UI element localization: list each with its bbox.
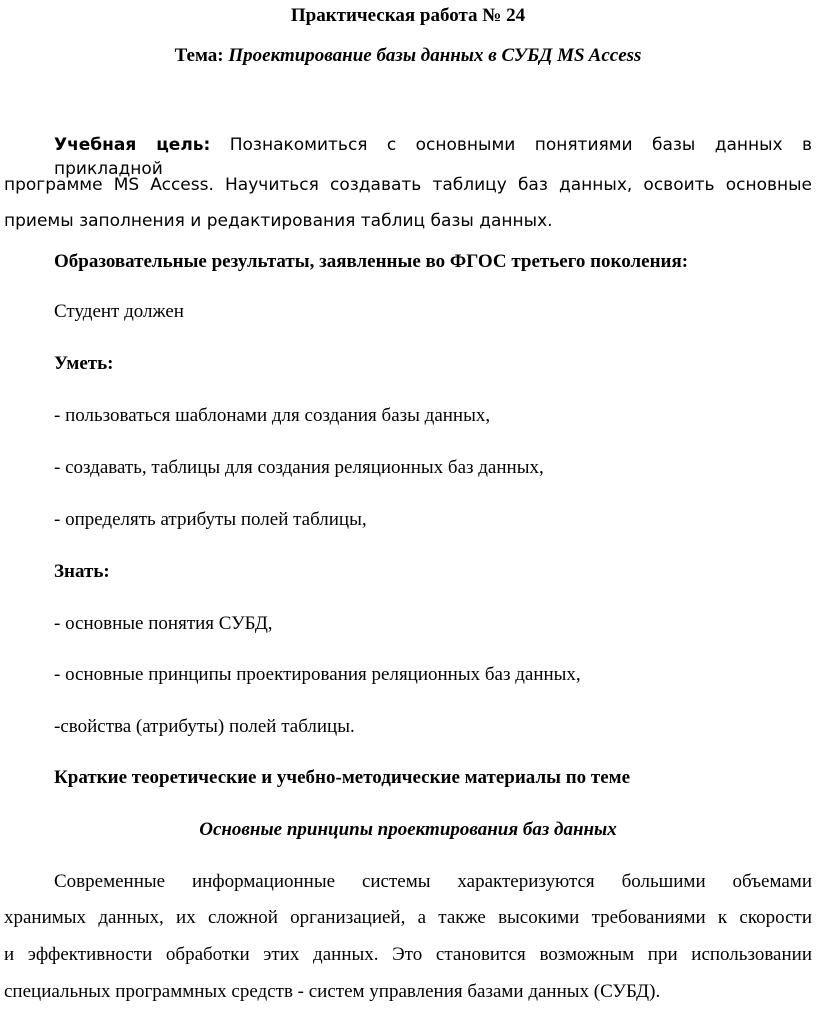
- student-must: Студент должен: [54, 301, 184, 322]
- section-title: Основные принципы проектирования баз данных: [199, 819, 617, 840]
- can-item-3: - определять атрибуты полей таблицы,: [54, 509, 367, 530]
- know-item-3: -свойства (атрибуты) полей таблицы.: [54, 716, 355, 737]
- paragraph-line-1: Современные информационные системы характеризуются большими объемами: [54, 871, 812, 892]
- can-heading: Уметь:: [54, 353, 114, 374]
- goal-label: Учебная цель:: [54, 135, 211, 155]
- goal-text-1: Познакомиться с основными понятиями базы данных в прикладной: [54, 135, 813, 179]
- know-item-1: - основные понятия СУБД,: [54, 613, 273, 634]
- know-heading: Знать:: [54, 561, 110, 582]
- results-heading: Образовательные результаты, заявленные во ФГОС третьего поколения:: [54, 251, 689, 272]
- topic-value: Проектирование базы данных в СУБД MS Access: [228, 45, 642, 66]
- can-item-2: - создавать, таблицы для создания реляционных баз данных,: [54, 457, 544, 478]
- topic-line: [0, 44, 816, 68]
- can-item-1: - пользоваться шаблонами для создания базы данных,: [54, 405, 491, 426]
- paragraph-line-3: и эффективности обработки этих данных. Это становится возможным при использовании: [4, 944, 812, 965]
- materials-heading: Краткие теоретические и учебно-методические материалы по теме: [54, 767, 631, 788]
- know-item-2: - основные принципы проектирования реляционных баз данных,: [54, 664, 581, 685]
- goal-line-3: приемы заполнения и редактирования таблиц базы данных.: [4, 211, 553, 231]
- paragraph-line-4: специальных программных средств - систем управления базами данных (СУБД).: [4, 981, 661, 1002]
- goal-line-2: программе MS Access. Научиться создавать таблицу баз данных, освоить основные: [4, 175, 812, 195]
- paragraph-line-2: хранимых данных, их сложной организацией, а также высокими требованиями к скорости: [4, 907, 812, 928]
- document-title: Практическая работа № 24: [290, 5, 526, 26]
- topic-label: Тема:: [174, 45, 224, 66]
